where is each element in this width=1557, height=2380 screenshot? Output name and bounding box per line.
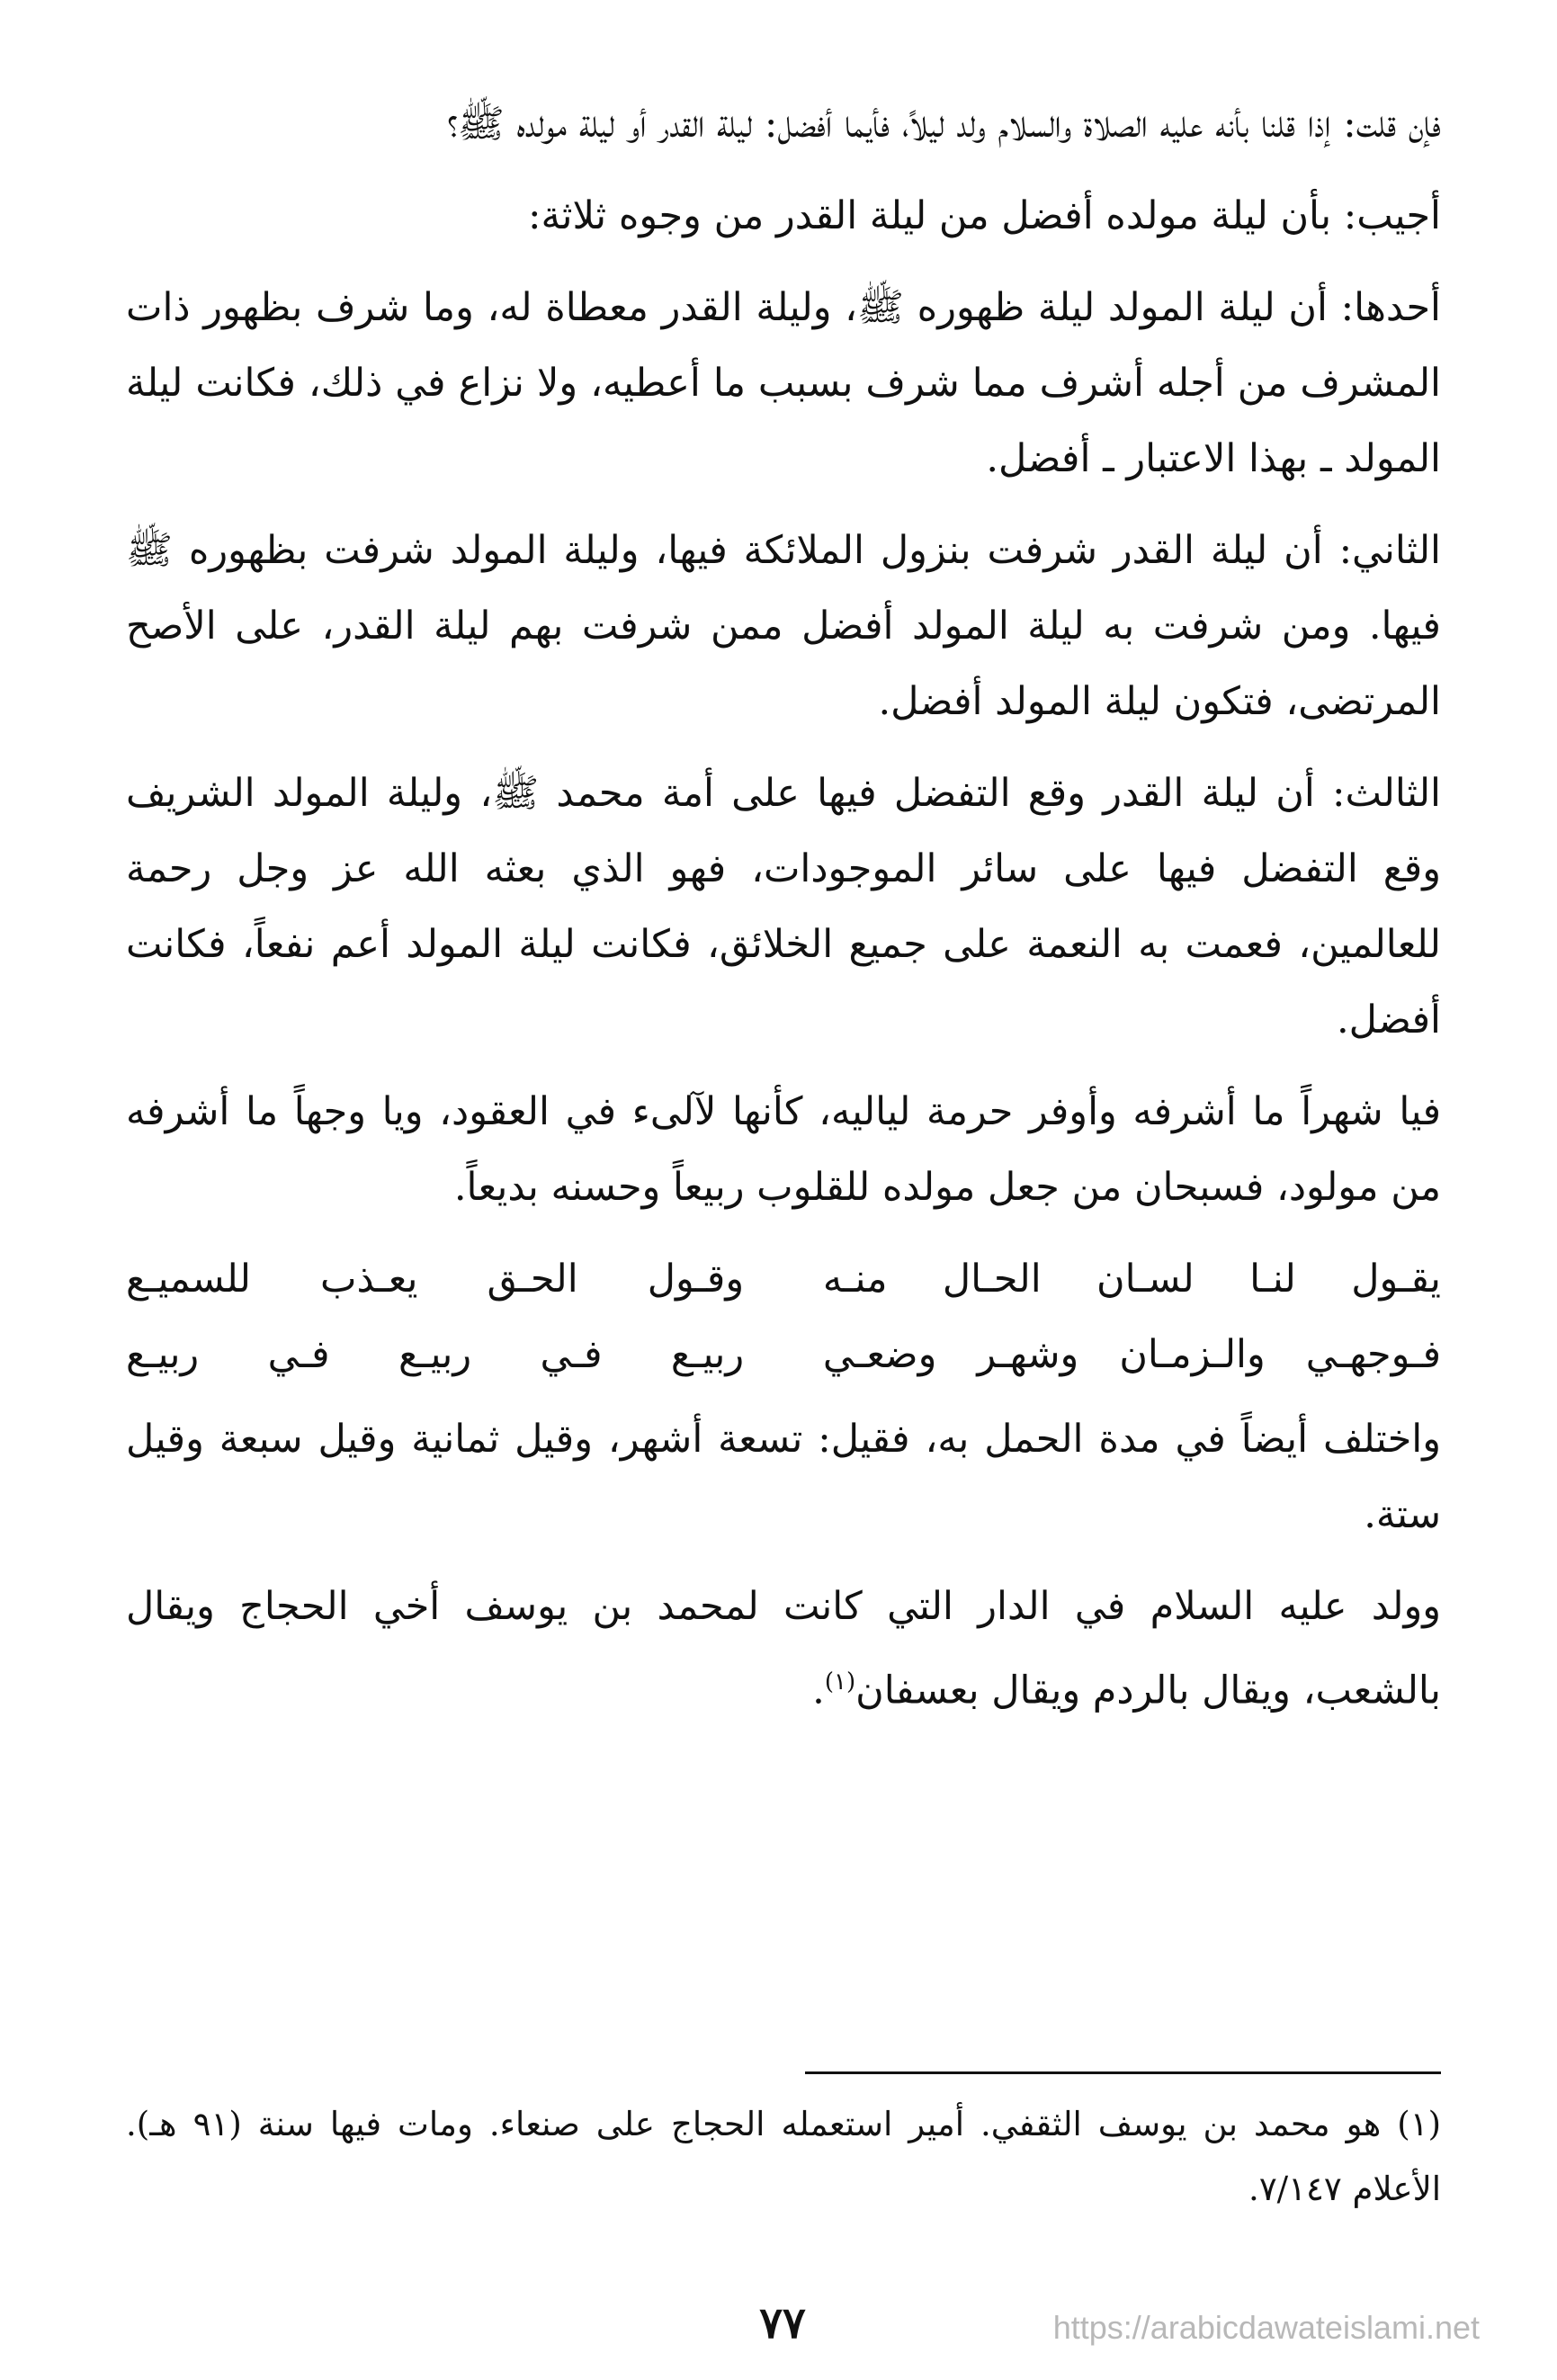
paragraph-first-reason: أحدها: أن ليلة المولد ليلة ظهوره ﷺ، وليلة القدر معطاة له، وما شرف بظهور ذات المشرف من أجله أشرف مما شرف بسبب ما أعطيه، ولا نزاع في ذلك، فكانت ليلة المولد ـ بهذا الاعتبار ـ أفضل. bbox=[126, 285, 1441, 481]
verse-line bbox=[126, 1317, 1441, 1392]
verse-first-half: يقـول لنـا لسـان الحـال منـه bbox=[822, 1257, 1441, 1302]
verse-second-half: ربيـع فـي ربيـع فـي ربيـع bbox=[126, 1332, 745, 1377]
paragraph-answer-intro: أجيب: بأن ليلة مولده أفضل من ليلة القدر من وجوه ثلاثة: bbox=[528, 193, 1441, 238]
watermark-url: https://arabicdawateislami.net bbox=[1052, 2309, 1480, 2346]
paragraph-praise: فيا شهراً ما أشرفه وأوفر حرمة لياليه، كأنها لآلىء في العقود، ويا وجهاً ما أشرفه من مولود، فسبحان من جعل مولده للقلوب ربيعاً وحسنه بديعاً. bbox=[126, 1089, 1441, 1210]
birthplace-text: وولد عليه السلام في الدار التي كانت لمحمد بن يوسف أخي الحجاج ويقال بالشعب، ويقال بالردم ويقال بعسفان bbox=[126, 1584, 1441, 1713]
paragraph-third-reason: الثالث: أن ليلة القدر وقع التفضل فيها على أمة محمد ﷺ، وليلة المولد الشريف وقع التفضل فيها على سائر الموجودات، فهو الذي بعثه الله عز وجل رحمة للعالمين، فعمت به النعمة على جميع الخلائق، فكانت ليلة المولد أعم نفعاً، فكانت أفضل. bbox=[126, 771, 1441, 1042]
footnote-separator bbox=[805, 2071, 1441, 2074]
paragraph-question: فإن قلت: إذا قلنا بأنه عليه الصلاة والسلام ولد ليلاً، فأيما أفضل: ليلة القدر أو ليلة مولده ﷺ؟ bbox=[447, 102, 1441, 147]
paragraph-birthplace bbox=[126, 1569, 1441, 1728]
paragraph-second-reason: الثاني: أن ليلة القدر شرفت بنزول الملائكة فيها، وليلة المولد شرفت بظهوره ﷺ فيها. ومن شرفت به ليلة المولد أفضل ممن شرفت بهم ليلة القدر، على الأصح المرتضى، فتكون ليلة المولد أفضل. bbox=[126, 528, 1441, 724]
footnotes bbox=[126, 2092, 1441, 2222]
footnote-1: (١) هو محمد بن يوسف الثقفي. أمير استعمله الحجاج على صنعاء. ومات فيها سنة (٩١ هـ). الأعلام ٧/١٤٧. bbox=[126, 2105, 1441, 2208]
birthplace-end: . bbox=[812, 1668, 825, 1713]
verse-second-half: وقـول الحـق يعـذب للسميـع bbox=[126, 1257, 745, 1302]
page-number: ٧٧ bbox=[759, 2298, 806, 2349]
paragraph-pregnancy-duration: واختلف أيضاً في مدة الحمل به، فقيل: تسعة أشهر، وقيل ثمانية وقيل سبعة وقيل ستة. bbox=[126, 1417, 1441, 1537]
main-text bbox=[126, 86, 1441, 1744]
verse-line bbox=[126, 1241, 1441, 1317]
footnote-marker: (١) bbox=[824, 1669, 856, 1696]
verse-first-half: فـوجهـي والـزمـان وشهـر وضعـي bbox=[822, 1332, 1441, 1377]
